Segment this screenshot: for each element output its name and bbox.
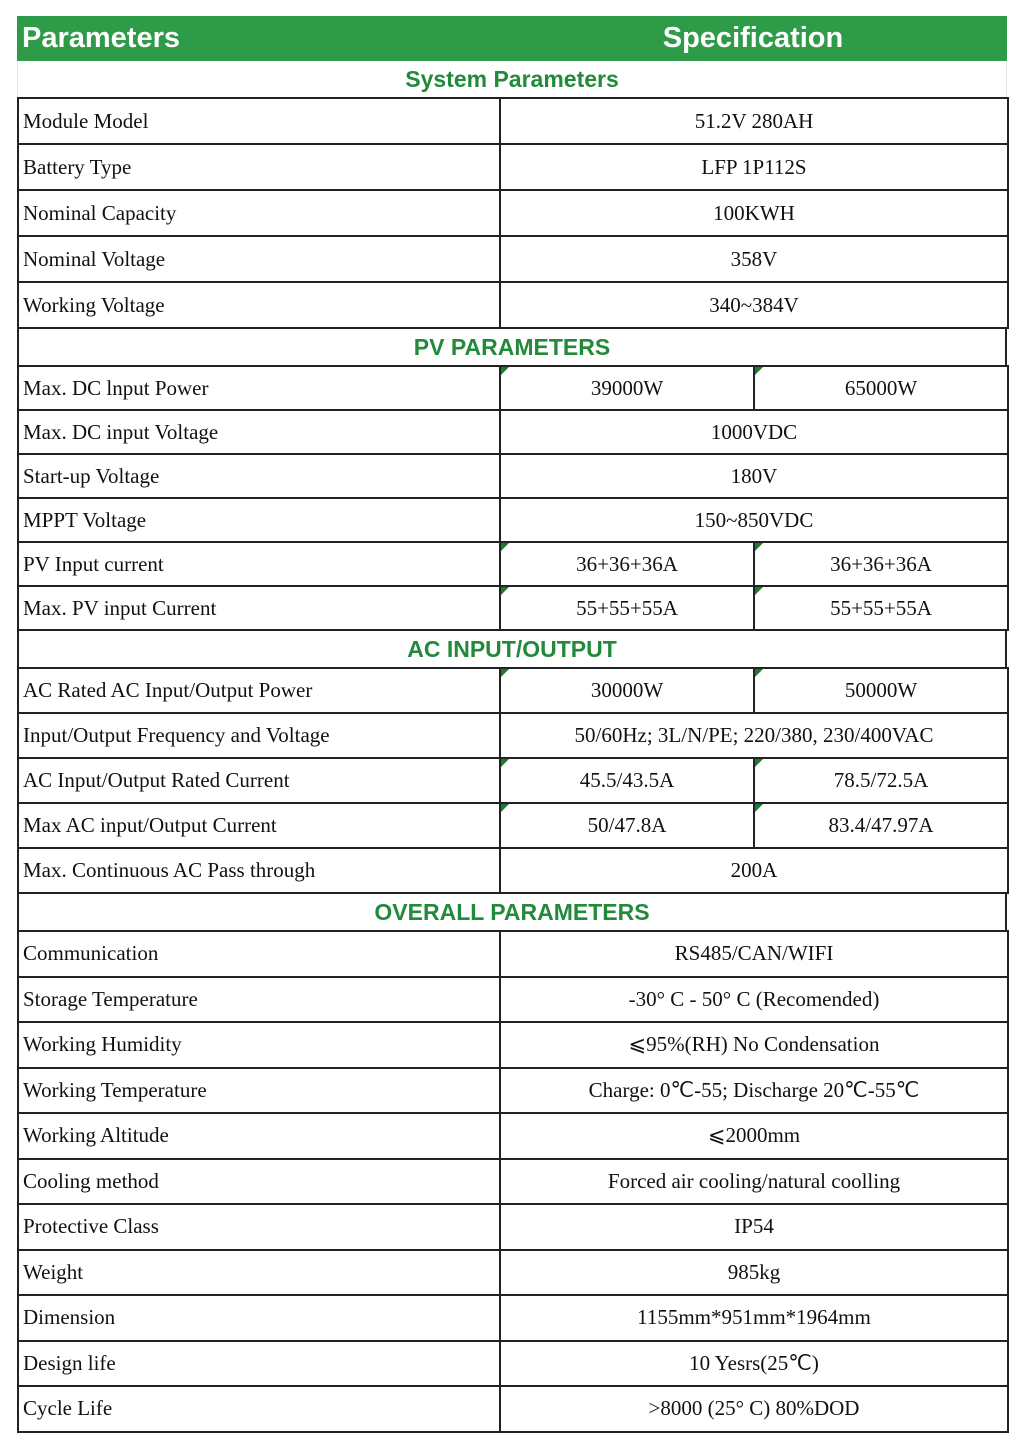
spec-value: 358V — [500, 236, 1008, 282]
spec-value: 1155mm*951mm*1964mm — [500, 1295, 1008, 1341]
table-row — [18, 931, 1008, 977]
spec-value: ⩽2000mm — [500, 1113, 1008, 1159]
parameter-label: Working Humidity — [18, 1022, 500, 1068]
parameter-label: AC Rated AC Input/Output Power — [18, 668, 500, 713]
parameter-label: Nominal Voltage — [18, 236, 500, 282]
parameter-label: MPPT Voltage — [18, 498, 500, 542]
cell-comment-marker-icon — [501, 543, 509, 551]
spec-value-text: 50/47.8A — [587, 813, 667, 837]
cell-comment-marker-icon — [501, 804, 509, 812]
table-row — [18, 1250, 1008, 1296]
cell-comment-marker-icon — [755, 804, 763, 812]
system-table — [17, 97, 1009, 329]
spec-value: IP54 — [500, 1204, 1008, 1250]
table-row — [18, 668, 1008, 713]
cell-comment-marker-icon — [755, 543, 763, 551]
spec-value-text: 78.5/72.5A — [833, 768, 929, 792]
parameter-label: Max. DC input Voltage — [18, 410, 500, 454]
parameter-label: Start-up Voltage — [18, 454, 500, 498]
spec-value-model-a — [500, 586, 754, 630]
parameter-label: PV Input current — [18, 542, 500, 586]
spec-value-text: 55+55+55A — [576, 595, 678, 620]
spec-value-model-b — [754, 803, 1008, 848]
parameter-label: Storage Temperature — [18, 977, 500, 1023]
spec-sheet — [17, 16, 1007, 1433]
table-row — [18, 1386, 1008, 1432]
parameter-label: Cooling method — [18, 1159, 500, 1205]
parameter-label: Dimension — [18, 1295, 500, 1341]
table-row — [18, 98, 1008, 144]
table-row — [18, 498, 1008, 542]
spec-value-model-b — [754, 542, 1008, 586]
spec-value-text: 65000W — [844, 375, 918, 400]
table-row — [18, 1295, 1008, 1341]
table-row — [18, 1022, 1008, 1068]
spec-value: 985kg — [500, 1250, 1008, 1296]
parameter-label: Max. PV input Current — [18, 586, 500, 630]
header-specification: Specification — [662, 22, 844, 54]
spec-value-model-a — [500, 803, 754, 848]
parameter-label: Battery Type — [18, 144, 500, 190]
parameter-label: Nominal Capacity — [18, 190, 500, 236]
table-row — [18, 758, 1008, 803]
cell-comment-marker-icon — [501, 669, 509, 677]
parameter-label: Communication — [18, 931, 500, 977]
spec-value-text: 36+36+36A — [830, 551, 932, 576]
spec-value-text: 45.5/43.5A — [579, 768, 675, 792]
parameter-label: Working Voltage — [18, 282, 500, 328]
cell-comment-marker-icon — [755, 669, 763, 677]
parameter-label: Design life — [18, 1341, 500, 1387]
spec-value: 340~384V — [500, 282, 1008, 328]
spec-value: LFP 1P112S — [500, 144, 1008, 190]
spec-value: Forced air cooling/natural coolling — [500, 1159, 1008, 1205]
table-row — [18, 282, 1008, 328]
table-row — [18, 144, 1008, 190]
spec-value: 51.2V 280AH — [500, 98, 1008, 144]
spec-value-model-a — [500, 542, 754, 586]
table-row — [18, 190, 1008, 236]
section-title-ac: AC INPUT/OUTPUT — [17, 631, 1007, 667]
spec-value-text: 30000W — [590, 678, 664, 702]
table-row — [18, 454, 1008, 498]
cell-comment-marker-icon — [501, 367, 509, 375]
spec-value-model-a — [500, 668, 754, 713]
spec-value-text: 83.4/47.97A — [828, 813, 934, 837]
spec-value-model-b — [754, 366, 1008, 410]
pv-table — [17, 365, 1009, 631]
parameter-label: Input/Output Frequency and Voltage — [18, 713, 500, 758]
table-row — [18, 713, 1008, 758]
spec-value: Charge: 0℃-55; Discharge 20℃-55℃ — [500, 1068, 1008, 1114]
table-row — [18, 1113, 1008, 1159]
table-row — [18, 977, 1008, 1023]
cell-comment-marker-icon — [755, 759, 763, 767]
table-row — [18, 1068, 1008, 1114]
cell-comment-marker-icon — [501, 587, 509, 595]
table-row — [18, 236, 1008, 282]
spec-value: >8000 (25° C) 80%DOD — [500, 1386, 1008, 1432]
cell-comment-marker-icon — [755, 367, 763, 375]
spec-value: 200A — [500, 848, 1008, 893]
spec-value: 10 Yesrs(25℃) — [500, 1341, 1008, 1387]
spec-value: 1000VDC — [500, 410, 1008, 454]
spec-value-model-b — [754, 586, 1008, 630]
spec-value-text: 55+55+55A — [830, 595, 932, 620]
spec-value: 150~850VDC — [500, 498, 1008, 542]
parameter-label: AC Input/Output Rated Current — [18, 758, 500, 803]
overall-table — [17, 930, 1009, 1433]
table-row — [18, 542, 1008, 586]
parameter-label: Max. DC lnput Power — [18, 366, 500, 410]
parameter-label: Working Temperature — [18, 1068, 500, 1114]
spec-value: -30° C - 50° C (Recomended) — [500, 977, 1008, 1023]
cell-comment-marker-icon — [501, 759, 509, 767]
spec-value-text: 50000W — [844, 678, 918, 702]
spec-value: 180V — [500, 454, 1008, 498]
table-row — [18, 1341, 1008, 1387]
parameter-label: Module Model — [18, 98, 500, 144]
spec-value: RS485/CAN/WIFI — [500, 931, 1008, 977]
spec-value-model-a — [500, 758, 754, 803]
spec-value: 100KWH — [500, 190, 1008, 236]
section-title-overall: OVERALL PARAMETERS — [17, 894, 1007, 930]
table-row — [18, 848, 1008, 893]
table-row — [18, 1159, 1008, 1205]
table-row — [18, 410, 1008, 454]
spec-value: 50/60Hz; 3L/N/PE; 220/380, 230/400VAC — [500, 713, 1008, 758]
spec-value-text: 36+36+36A — [576, 551, 678, 576]
table-header — [17, 16, 1007, 61]
table-row — [18, 1204, 1008, 1250]
spec-value-model-b — [754, 758, 1008, 803]
table-row — [18, 803, 1008, 848]
parameter-label: Weight — [18, 1250, 500, 1296]
cell-comment-marker-icon — [755, 587, 763, 595]
parameter-label: Cycle Life — [18, 1386, 500, 1432]
spec-value: ⩽95%(RH) No Condensation — [500, 1022, 1008, 1068]
spec-value-model-a — [500, 366, 754, 410]
header-parameters: Parameters — [22, 22, 180, 54]
spec-value-model-b — [754, 668, 1008, 713]
parameter-label: Working Altitude — [18, 1113, 500, 1159]
parameter-label: Protective Class — [18, 1204, 500, 1250]
parameter-label: Max AC input/Output Current — [18, 803, 500, 848]
table-row — [18, 586, 1008, 630]
section-title-system: System Parameters — [17, 61, 1007, 97]
section-title-pv: PV PARAMETERS — [17, 329, 1007, 365]
table-row — [18, 366, 1008, 410]
spec-value-text: 39000W — [590, 375, 664, 400]
ac-table — [17, 667, 1009, 894]
parameter-label: Max. Continuous AC Pass through — [18, 848, 500, 893]
